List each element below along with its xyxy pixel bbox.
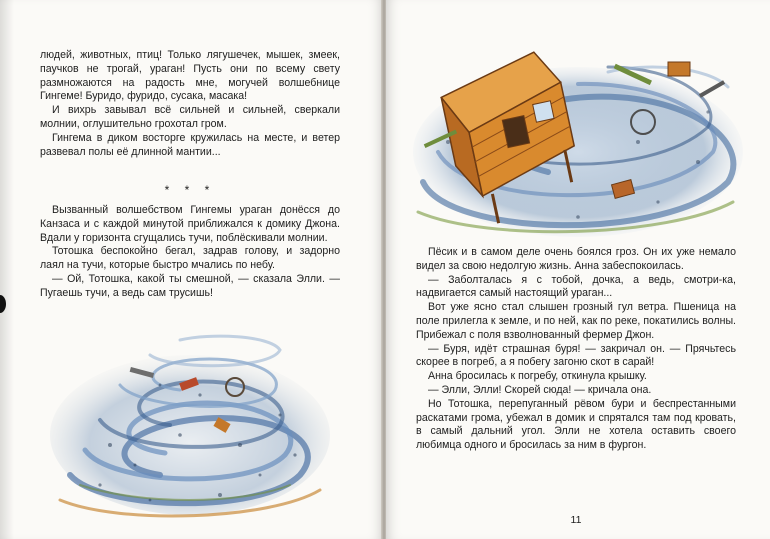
tornado-illustration xyxy=(40,325,340,525)
page-number: 11 xyxy=(570,514,582,526)
paragraph: И вихрь завывал всё сильней и сильней, сверкали молнии, оглушительно грохотал гром. xyxy=(40,104,340,130)
right-text xyxy=(416,246,736,453)
paragraph: Тотошка беспокойно бегал, задрав голову, и задорно лаял на тучи, которые быстро мчались по небу. xyxy=(40,245,340,272)
left-text-top xyxy=(40,49,340,159)
paragraph: — Буря, идёт страшная буря! — закричал он. — Прячьтесь скорее в погреб, а я побегу загоню скот в сарай! xyxy=(416,342,736,369)
paragraph: Но Тотошка, перепуганный рёвом бури и беспрестанными раскатами грома, убежал в домик и спрятался там под кровать, в самый дальний угол. Элли не хотела оставить своего любимца одного и бросилась за ним в фургон. xyxy=(416,397,736,452)
paragraph: — Заболталась я с тобой, дочка, а ведь, смотри-ка, надвигается самый настоящий ураган... xyxy=(416,273,736,300)
paragraph: Анна бросилась к погребу, откинула крышку. xyxy=(428,370,647,383)
left-page xyxy=(0,0,383,539)
paragraph: — Элли, Элли! Скорей сюда! — кричала она. xyxy=(428,383,652,396)
paragraph: Пёсик и в самом деле очень боялся гроз. Он их уже немало видел за свою недолгую жизнь. Анна забеспокоилась. xyxy=(416,246,736,272)
left-text-bottom xyxy=(40,204,340,301)
flying-house-illustration xyxy=(408,42,743,242)
paragraph: людей, животных, птиц! Только лягушечек, мышек, змеек, паучков не трогай, ураган! Пусть они по всему свету размножаются на радость мне, могучей волшебнице Гингеме! Буридо, фуридо, сусака, масака! xyxy=(40,49,340,103)
paragraph: Гингема в диком восторге кружилась на месте, и ветер развевал полы её длинной мантии... xyxy=(40,131,340,158)
paragraph: — Ой, Тотошка, какой ты смешной, — сказала Элли. — Пугаешь тучи, а ведь сам трусишь! xyxy=(40,272,340,299)
paragraph: Вот уже ясно стал слышен грозный гул ветра. Пшеница на поле прилегла к земле, и по ней, как по реке, покатились волны. Прибежал с поля взволнованный фермер Джон. xyxy=(416,301,736,341)
paragraph: Вызванный волшебством Гингемы ураган донёсся до Канзаса и с каждой минутой приближался к домику Джона. Вдали у горизонта сгущались тучи, поблёскивали молнии. xyxy=(40,204,340,244)
right-page xyxy=(386,0,770,539)
section-separator: * * * xyxy=(164,183,216,197)
page-edge-shadow xyxy=(0,0,14,539)
